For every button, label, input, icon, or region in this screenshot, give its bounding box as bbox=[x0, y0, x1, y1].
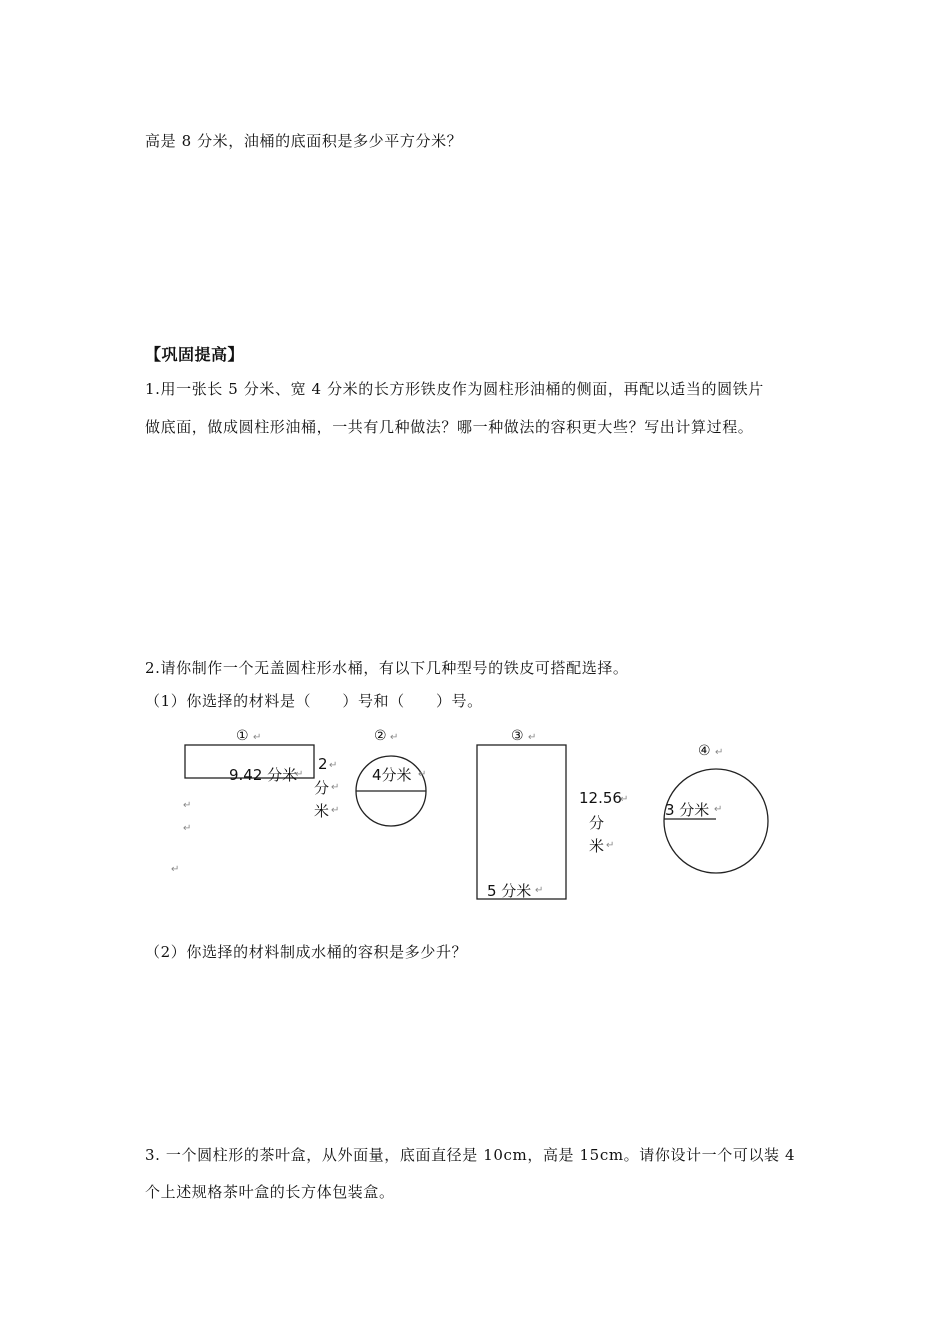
q1-line2: 做底面，做成圆柱形油桶，一共有几种做法？哪一种做法的容积更大些？写出计算过程。 bbox=[145, 418, 754, 436]
return-mark: ↵ bbox=[528, 732, 537, 743]
return-mark: ↵ bbox=[171, 864, 180, 875]
return-mark: ↵ bbox=[331, 782, 340, 793]
section-heading: 【巩固提高】 bbox=[145, 345, 245, 364]
figure4-radius-label: 3 分米 bbox=[665, 801, 710, 819]
return-mark: ↵ bbox=[183, 823, 192, 834]
figure1-length-label: 9.42 分米 bbox=[229, 766, 298, 784]
return-mark: ↵ bbox=[715, 747, 724, 758]
figure3-height-label-c: 米 bbox=[589, 837, 605, 855]
figure1-number: ① bbox=[236, 728, 249, 744]
return-mark: ↵ bbox=[606, 840, 615, 851]
return-mark: ↵ bbox=[535, 885, 544, 896]
q1-line1: 1.用一张长 5 分米、宽 4 分米的长方形铁皮作为圆柱形油桶的侧面，再配以适当的圆铁片 bbox=[145, 380, 764, 398]
q2-part1: （1）你选择的材料是（ ）号和（ ）号。 bbox=[145, 692, 483, 710]
return-mark: ↵ bbox=[183, 800, 192, 811]
return-mark: ↵ bbox=[253, 732, 262, 743]
return-mark: ↵ bbox=[329, 760, 338, 771]
figure1-width-label-a: 2 bbox=[318, 755, 328, 773]
figure2-diameter-label: 4分米 bbox=[372, 766, 412, 784]
q3-line2: 个上述规格茶叶盒的长方体包装盒。 bbox=[145, 1183, 395, 1201]
q2-stem: 2.请你制作一个无盖圆柱形水桶，有以下几种型号的铁皮可搭配选择。 bbox=[145, 659, 629, 677]
return-mark: ↵ bbox=[620, 794, 629, 805]
figure4-number: ④ bbox=[698, 743, 711, 759]
return-mark: ↵ bbox=[331, 805, 340, 816]
figure2-number: ② bbox=[374, 728, 387, 744]
figure3-height-label-a: 12.56 bbox=[579, 789, 622, 807]
q2-part2: （2）你选择的材料制成水桶的容积是多少升？ bbox=[145, 943, 468, 961]
figure3-width-label: 5 分米 bbox=[487, 882, 532, 900]
figure3-height-label-b: 分 bbox=[589, 814, 605, 832]
figure1-width-label-c: 米 bbox=[314, 802, 330, 820]
return-mark: ↵ bbox=[714, 804, 723, 815]
figure3-rectangle bbox=[477, 745, 566, 899]
q3-line1: 3. 一个圆柱形的茶叶盒，从外面量，底面直径是 10cm，高是 15cm。请你设计一个可以装 4 bbox=[145, 1146, 796, 1164]
return-mark: ↵ bbox=[418, 769, 427, 780]
intro-text: 高是 8 分米，油桶的底面积是多少平方分米？ bbox=[145, 132, 463, 150]
return-mark: ↵ bbox=[390, 732, 399, 743]
return-mark: ↵ bbox=[295, 769, 304, 780]
figure4-circle bbox=[664, 769, 768, 873]
figure1-width-label-b: 分 bbox=[314, 779, 330, 797]
figure3-number: ③ bbox=[511, 728, 524, 744]
